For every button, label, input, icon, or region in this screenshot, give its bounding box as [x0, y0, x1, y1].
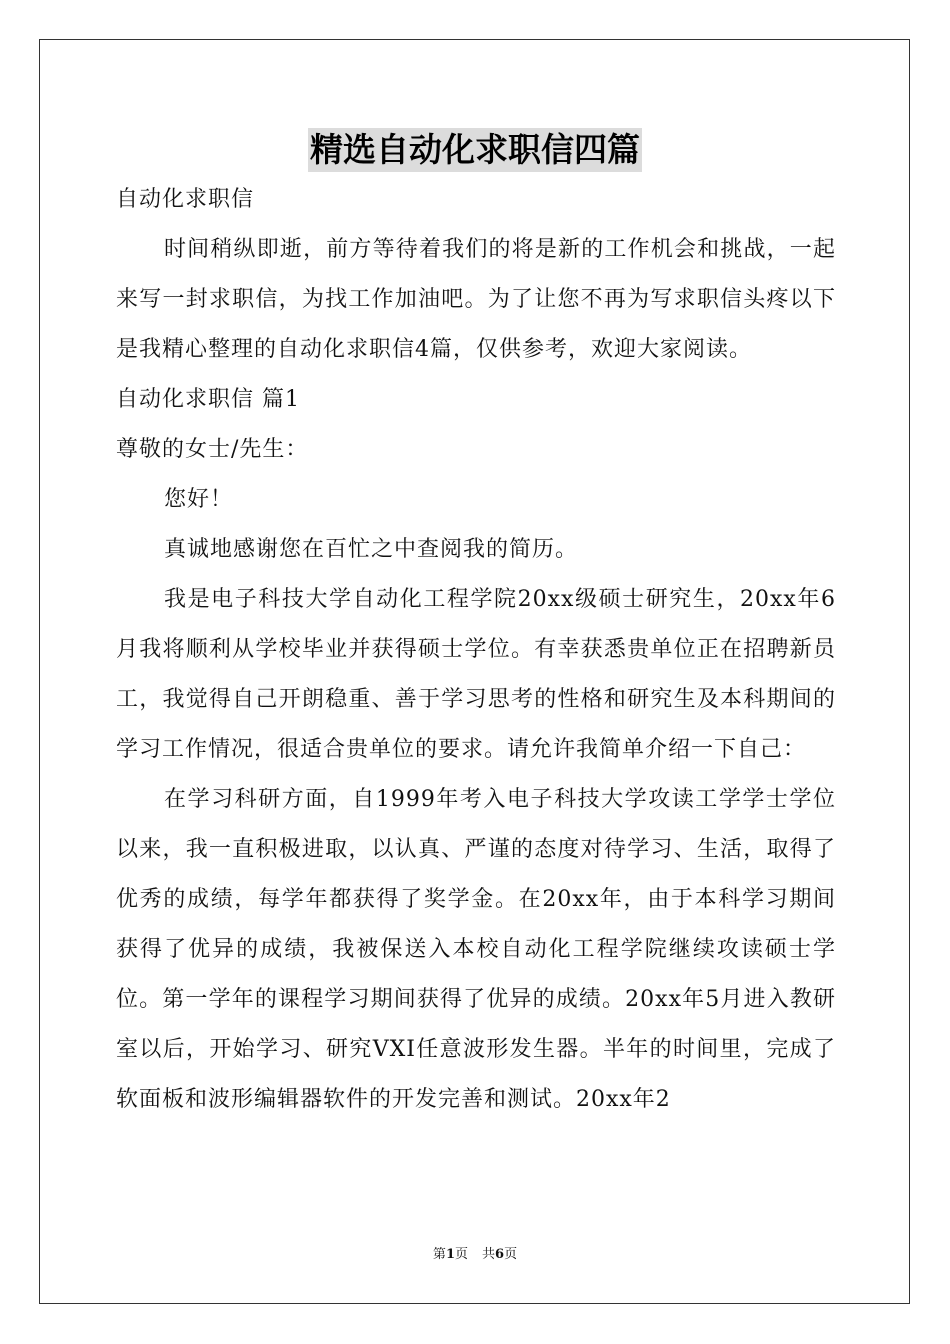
paragraph: 在学习科研方面，自1999年考入电子科技大学攻读工学学士学位以来，我一直积极进取，以认真、严谨的态度对待学习、生活，取得了优秀的成绩，每学年都获得了奖学金。在20xx年，由于本科学习期间获得了优异的成绩，我被保送入本校自动化工程学院继续攻读硕士学位。第一学年的课程学习期间获得了优异的成绩。20xx年5月进入教研室以后，开始学习、研究VXI任意波形发生器。半年的时间里，完成了软面板和波形编辑器软件的开发完善和测试。20xx年2: [116, 787, 836, 1112]
total-prefix: 共: [482, 1247, 496, 1262]
section-heading: 自动化求职信 篇1: [116, 387, 300, 412]
paragraph: 真诚地感谢您在百忙之中查阅我的简历。: [164, 537, 579, 562]
paragraph: 自动化求职信: [116, 187, 255, 212]
document-title: 精选自动化求职信四篇: [308, 128, 642, 172]
document-body: [116, 175, 836, 1125]
current-page-number: 1: [445, 1247, 455, 1262]
greeting: 您好！: [164, 487, 234, 512]
total-page-number: 6: [495, 1247, 505, 1262]
total-suffix: 页: [504, 1247, 518, 1262]
page-prefix: 第: [432, 1247, 446, 1262]
page-footer: [0, 1245, 950, 1265]
salutation: 尊敬的女士/先生：: [116, 437, 309, 462]
paragraph: 时间稍纵即逝，前方等待着我们的将是新的工作机会和挑战，一起来写一封求职信，为找工作加油吧。为了让您不再为写求职信头疼以下是我精心整理的自动化求职信4篇，仅供参考，欢迎大家阅读。: [116, 237, 836, 362]
paragraph: 我是电子科技大学自动化工程学院20xx级硕士研究生，20xx年6月我将顺利从学校毕业并获得硕士学位。有幸获悉贵单位正在招聘新员工，我觉得自己开朗稳重、善于学习思考的性格和研究生及本科期间的学习工作情况，很适合贵单位的要求。请允许我简单介绍一下自己：: [116, 587, 836, 762]
page-suffix: 页: [454, 1247, 468, 1262]
title-container: [0, 128, 950, 172]
